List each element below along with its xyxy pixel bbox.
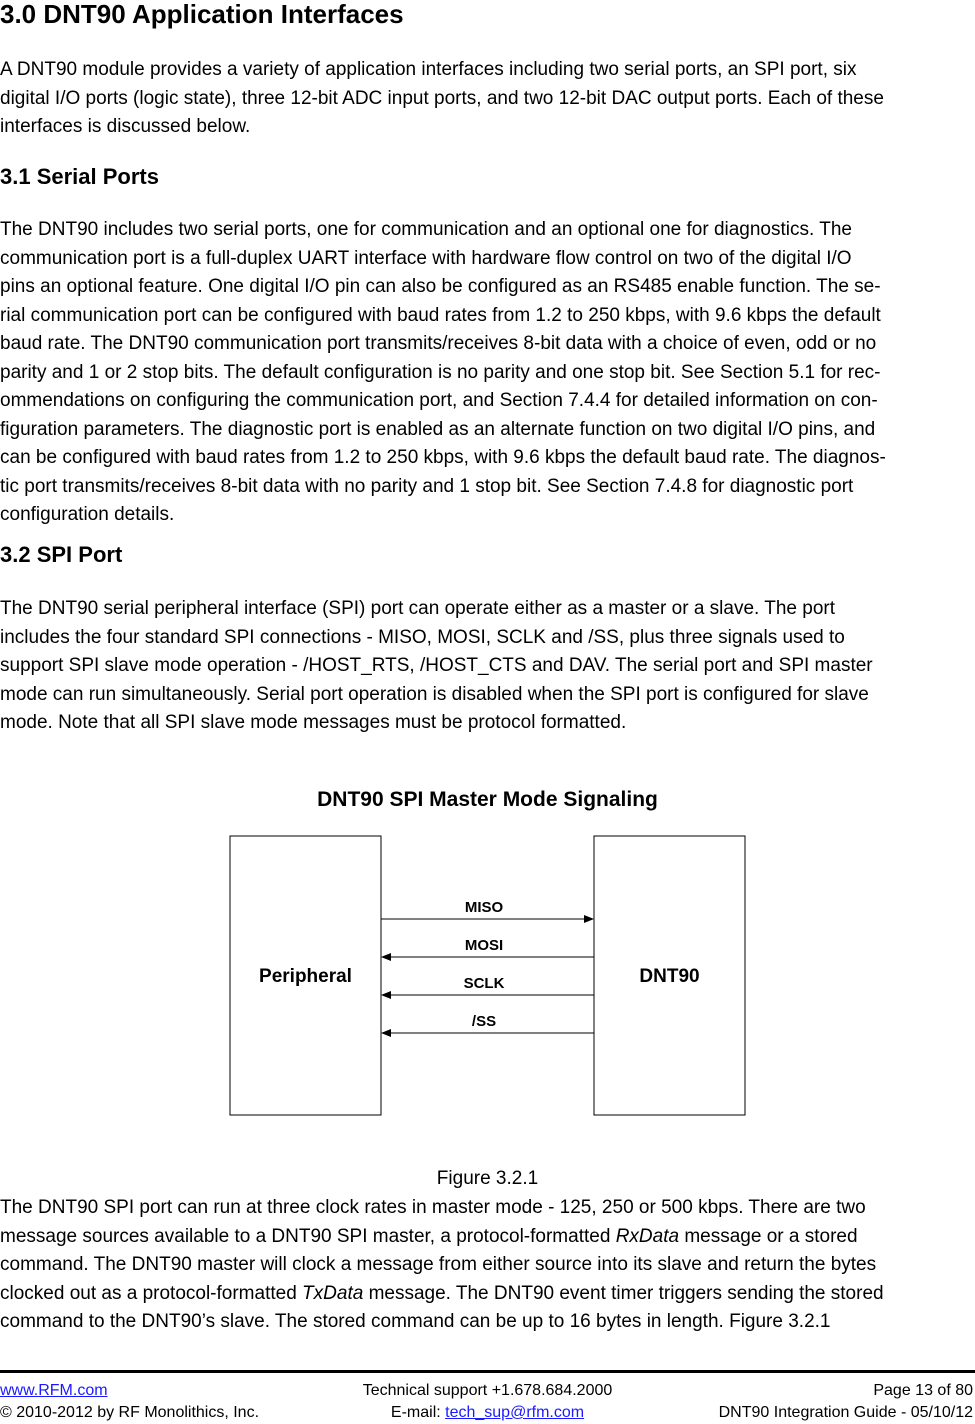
dnt90-label: DNT90 <box>639 966 700 987</box>
text-line: baud rate. The DNT90 communication port transmits/receives 8-bit data with a choice of even, odd or no <box>0 333 877 354</box>
text-line: clocked out as a protocol-formatted TxData message. The DNT90 event timer triggers sending the stored <box>0 1282 884 1304</box>
text-line: message sources available to a DNT90 SPI master, a protocol-formatted RxData message or a stored <box>0 1225 858 1247</box>
mosi-label: MOSI <box>464 937 504 954</box>
email-link[interactable]: tech_sup@rfm.com <box>445 1404 585 1421</box>
text-line: command. The DNT90 master will clock a message from either source into its slave and return the bytes <box>0 1254 877 1275</box>
spi-port-paragraph <box>0 595 972 738</box>
website-link[interactable]: www.RFM.com <box>0 1382 108 1399</box>
miso-label: MISO <box>464 899 504 916</box>
document-info: DNT90 Integration Guide - 05/10/12 <box>718 1404 973 1421</box>
intro-paragraph <box>0 56 972 142</box>
text-line: A DNT90 module provides a variety of application interfaces including two serial ports, an SPI port, six <box>0 59 857 80</box>
page-heading: 3.0 DNT90 Application Interfaces <box>0 0 404 29</box>
spi-signaling-diagram <box>0 820 975 1130</box>
txdata-term: TxData <box>302 1282 364 1304</box>
support-phone: Technical support +1.678.684.2000 <box>362 1382 613 1399</box>
text-line: The DNT90 includes two serial ports, one for communication and an optional one for diagnostics. The <box>0 219 852 240</box>
rxdata-term: RxData <box>615 1225 680 1247</box>
footer-right <box>719 1380 973 1424</box>
section-heading-spi-port: 3.2 SPI Port <box>0 542 123 567</box>
page-number: Page 13 of 80 <box>873 1382 973 1399</box>
sclk-label: SCLK <box>463 975 505 992</box>
closing-paragraph <box>0 1194 972 1337</box>
figure-title: DNT90 SPI Master Mode Signaling <box>317 788 658 811</box>
text-line: interfaces is discussed below. <box>0 116 251 137</box>
email-label: E-mail: <box>390 1404 446 1421</box>
ss-label: /SS <box>471 1013 497 1030</box>
text-line: The DNT90 serial peripheral interface (SPI) port can operate either as a master or a slave. The port <box>0 598 835 619</box>
text-line: configuration details. <box>0 504 175 525</box>
text-line: digital I/O ports (logic state), three 12-bit ADC input ports, and two 12-bit DAC output ports. Each of these <box>0 87 884 109</box>
section-heading-serial-ports: 3.1 Serial Ports <box>0 164 159 189</box>
text-line: ommendations on configuring the communication port, and Section 7.4.4 for detailed information on con- <box>0 390 878 411</box>
text-line: mode can run simultaneously. Serial port operation is disabled when the SPI port is configured for slave <box>0 683 869 705</box>
text-line: tic port transmits/receives 8-bit data with no parity and 1 stop bit. See Section 7.4.8 for diagnostic port <box>0 475 854 497</box>
text-line: communication port is a full-duplex UART interface with hardware flow control on two of the digital I/O <box>0 247 852 269</box>
figure-caption: Figure 3.2.1 <box>436 1168 539 1189</box>
text-line: support SPI slave mode operation - /HOST_RTS, /HOST_CTS and DAV. The serial port and SPI master <box>0 655 873 676</box>
text-line: includes the four standard SPI connections - MISO, MOSI, SCLK and /SS, plus three signals used to <box>0 626 845 648</box>
text-line: command to the DNT90’s slave. The stored command can be up to 16 bytes in length. Figure 3.2.1 <box>0 1311 831 1332</box>
text-line: figuration parameters. The diagnostic port is enabled as an alternate function on two digital I/O pins, and <box>0 418 876 440</box>
footer-divider <box>0 1370 975 1373</box>
text-line: The DNT90 SPI port can run at three clock rates in master mode - 125, 250 or 500 kbps. There are two <box>0 1197 866 1218</box>
serial-ports-paragraph <box>0 216 972 530</box>
text-line: pins an optional feature. One digital I/O pin can also be configured as an RS485 enable function. The se- <box>0 276 881 297</box>
peripheral-label: Peripheral <box>259 966 352 987</box>
text-line: mode. Note that all SPI slave mode messages must be protocol formatted. <box>0 712 627 733</box>
text-line: parity and 1 or 2 stop bits. The default configuration is no parity and one stop bit. See Section 5.1 for rec- <box>0 361 881 383</box>
text-line: can be configured with baud rates from 1.2 to 250 kbps, with 9.6 kbps the default baud rate. The diagnos- <box>0 447 886 468</box>
text-line: rial communication port can be configured with baud rates from 1.2 to 250 kbps, with 9.6 kbps the default <box>0 304 881 326</box>
copyright-text: © 2010-2012 by RF Monolithics, Inc. <box>0 1404 260 1421</box>
